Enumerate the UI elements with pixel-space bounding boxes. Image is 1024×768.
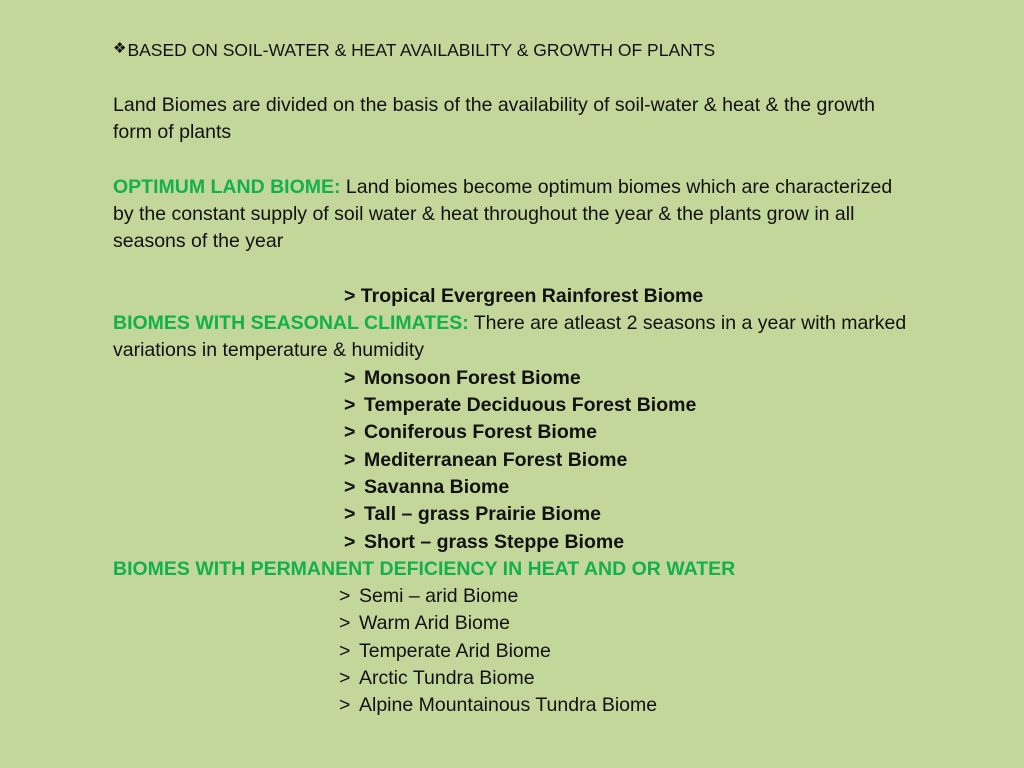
deficiency-item [339,692,657,719]
deficiency-item-label: Arctic Tundra Biome [359,667,535,689]
deficiency-item-label: Warm Arid Biome [359,612,510,634]
seasonal-item [344,447,627,474]
arrow-marker: > [344,421,356,443]
seasonal-item-label: Mediterranean Forest Biome [364,449,628,471]
seasonal-item-label: Tall – grass Prairie Biome [364,503,601,525]
arrow-marker: > [339,694,351,716]
optimum-text: Land biomes become optimum biomes which are characterized [340,176,893,198]
deficiency-item [339,610,510,637]
deficiency-item [339,583,518,610]
arrow-marker: > [344,531,356,553]
deficiency-label: BIOMES WITH PERMANENT DEFICIENCY IN HEAT AND OR WATER [113,558,736,580]
seasonal-text: There are atleast 2 seasons in a year with marked [468,312,907,334]
optimum-line-1 [113,174,892,201]
optimum-line-2: by the constant supply of soil water & heat throughout the year & the plants grow in all [113,203,855,225]
intro-line-2: form of plants [113,121,232,143]
deficiency-item-label: Semi – arid Biome [359,585,519,607]
seasonal-item [344,419,597,446]
seasonal-item [344,392,696,419]
arrow-marker: > [344,449,356,471]
seasonal-line-1 [113,310,906,337]
seasonal-item [344,365,581,392]
arrow-marker: > [344,503,356,525]
arrow-marker: > [339,640,351,662]
optimum-label: OPTIMUM LAND BIOME: [113,176,341,198]
heading-text: BASED ON SOIL-WATER & HEAT AVAILABILITY & GROWTH OF PLANTS [127,40,716,60]
seasonal-label: BIOMES WITH SEASONAL CLIMATES: [113,312,469,334]
arrow-marker: > [339,612,351,634]
seasonal-item-label: Temperate Deciduous Forest Biome [364,394,697,416]
seasonal-item [344,529,624,556]
deficiency-item [339,638,551,665]
diamond-bullet-icon: ❖ [113,40,127,57]
arrow-marker: > [344,476,356,498]
deficiency-item [339,665,535,692]
arrow-marker: > [344,394,356,416]
optimum-line-3: seasons of the year [113,230,284,252]
seasonal-item-label: Savanna Biome [364,476,510,498]
deficiency-item-label: Alpine Mountainous Tundra Biome [359,694,658,716]
slide-heading [113,37,715,65]
deficiency-item-label: Temperate Arid Biome [359,640,551,662]
intro-line-1: Land Biomes are divided on the basis of the availability of soil-water & heat & the growth [113,94,876,116]
seasonal-item [344,501,601,528]
seasonal-item-label: Coniferous Forest Biome [364,421,597,443]
optimum-biome-item: > Tropical Evergreen Rainforest Biome [344,285,704,307]
arrow-marker: > [339,585,351,607]
arrow-marker: > [344,367,356,389]
seasonal-item-label: Short – grass Steppe Biome [364,531,625,553]
seasonal-line-2: variations in temperature & humidity [113,339,425,361]
arrow-marker: > [339,667,351,689]
seasonal-item [344,474,509,501]
seasonal-item-label: Monsoon Forest Biome [364,367,581,389]
